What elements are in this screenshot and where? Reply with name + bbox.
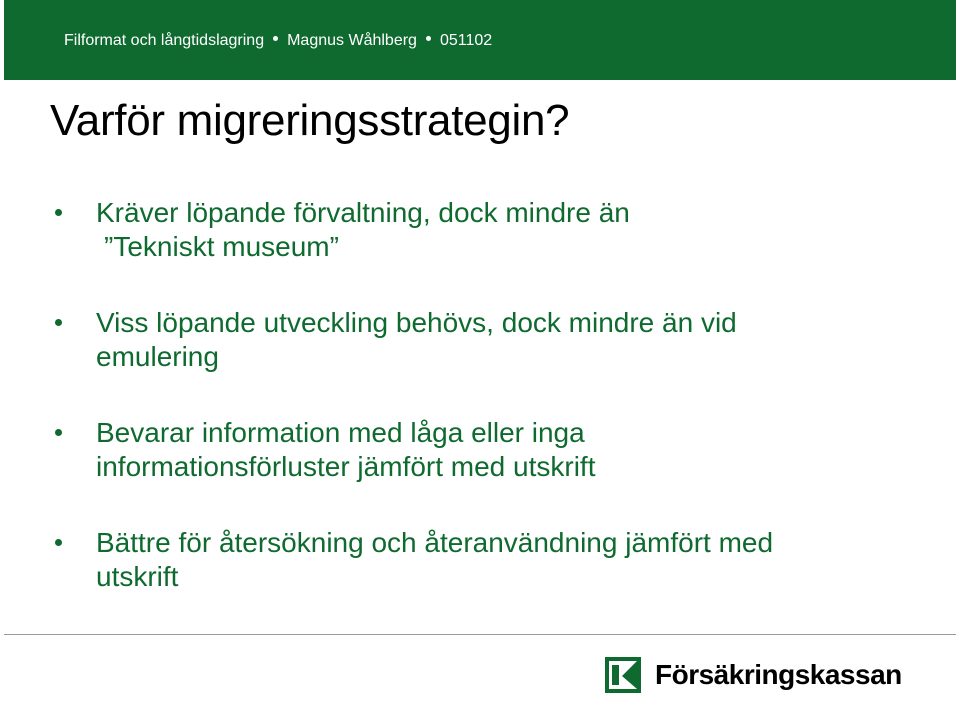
bullet-list: [55, 196, 815, 636]
slide-title: Varför migreringsstrategin?: [50, 96, 570, 145]
bullet-item: [55, 526, 815, 594]
bullet-dot-icon: [55, 209, 62, 216]
bullet-separator-icon: [273, 36, 278, 41]
bullet-text: Bättre för återsökning och återanvändning jämfört med utskrift: [96, 527, 774, 592]
bullet-item: [55, 196, 815, 264]
bullet-item: [55, 416, 815, 484]
bullet-text: Viss löpande utveckling behövs, dock mindre än vid emulering: [96, 307, 737, 372]
header-course: Filformat och långtidslagring: [64, 32, 265, 49]
header-date: 051102: [439, 32, 493, 49]
bullet-dot-icon: [55, 429, 62, 436]
bullet-item: [55, 306, 815, 374]
header-text: [64, 32, 492, 50]
bullet-text-line2: ”Tekniskt museum”: [104, 231, 339, 262]
bullet-text-line1: Kräver löpande förvaltning, dock mindre än: [96, 197, 630, 228]
company-logo: [605, 655, 902, 695]
header-author: Magnus Wåhlberg: [287, 32, 417, 49]
bullet-dot-icon: [55, 319, 62, 326]
bullet-text: Bevarar information med låga eller inga informationsförluster jämfört med utskrift: [96, 417, 596, 482]
footer-divider: [4, 634, 956, 635]
bullet-separator-icon: [426, 36, 431, 41]
forsakringskassan-logo-icon: [605, 657, 641, 693]
header-bar: [4, 0, 956, 80]
bullet-dot-icon: [55, 539, 62, 546]
logo-text: Försäkringskassan: [655, 659, 902, 690]
